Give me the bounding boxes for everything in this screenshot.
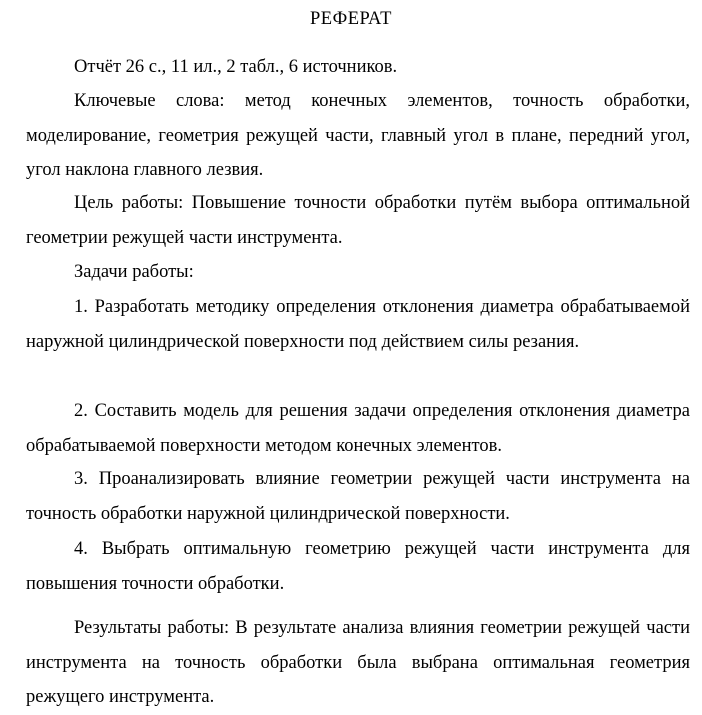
- task-item-2: 2. Составить модель для решения задачи определения отклонения диаметра обрабатываемой поверхности методом конечных элементов.: [26, 401, 690, 456]
- keywords-paragraph: Ключевые слова: метод конечных элементов, точность обработки, моделирование, геометрия режущей части, главный угол в плане, передний угол, угол наклона главного лезвия.: [26, 91, 690, 180]
- tasks-heading: Задачи работы:: [74, 262, 194, 282]
- document-title: РЕФЕРАТ: [310, 9, 392, 29]
- goal-paragraph: Цель работы: Повышение точности обработки путём выбора оптимальной геометрии режущей части инструмента.: [26, 193, 690, 248]
- task-item-4: 4. Выбрать оптимальную геометрию режущей части инструмента для повышения точности обработки.: [26, 539, 690, 594]
- task-item-3: 3. Проанализировать влияние геометрии режущей части инструмента на точность обработки наружной цилиндрической поверхности.: [26, 469, 690, 524]
- report-info: Отчёт 26 с., 11 ил., 2 табл., 6 источников.: [74, 57, 398, 77]
- task-item-1: 1. Разработать методику определения отклонения диаметра обрабатываемой наружной цилиндрической поверхности под действием силы резания.: [26, 297, 690, 352]
- results-paragraph: Результаты работы: В результате анализа влияния геометрии режущей части инструмента на точность обработки была выбрана оптимальная геометрия режущего инструмента.: [26, 618, 690, 707]
